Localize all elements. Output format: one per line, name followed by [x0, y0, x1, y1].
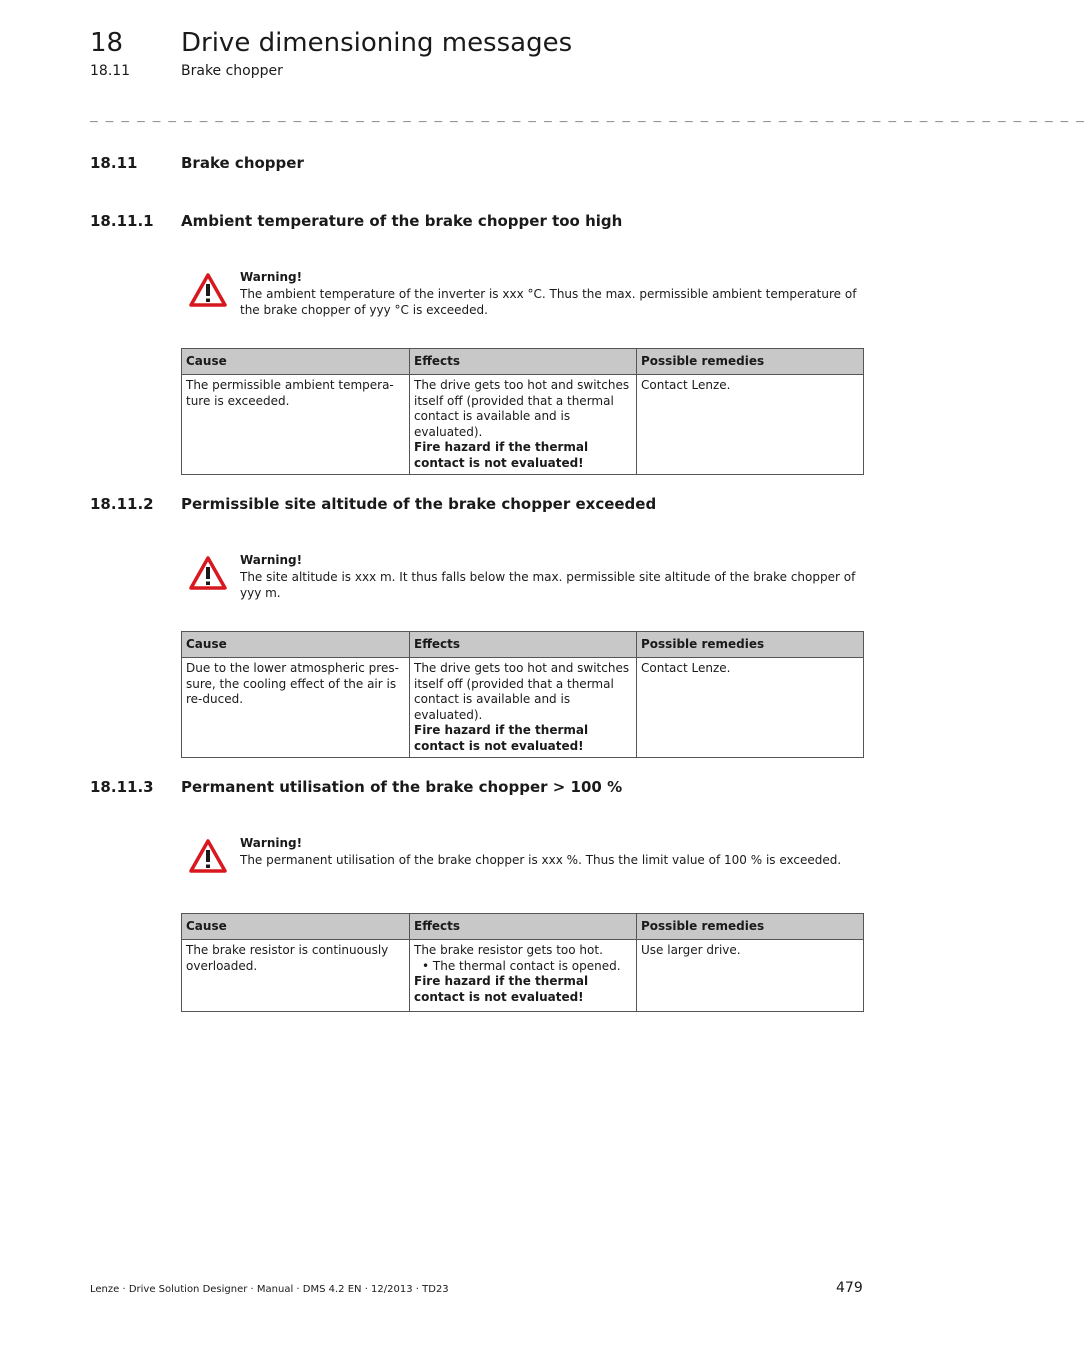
header-cause: Cause [182, 349, 410, 375]
warning-title: Warning! [240, 270, 303, 284]
header-remedies: Possible remedies [637, 914, 864, 940]
warning-text: The permanent utilisation of the brake chopper is xxx %. Thus the limit value of 100 % is exceeded. [240, 853, 842, 867]
effects-bullet: • The thermal contact is opened. [422, 958, 621, 973]
effects-hazard: Fire hazard if the thermal contact is not evaluated! [414, 440, 589, 470]
effects-text: The drive gets too hot and switches itself off (provided that a thermal contact is available and is evaluated). [414, 378, 630, 439]
subsection-number: 18.11.1 [90, 212, 154, 230]
header-effects: Effects [410, 914, 637, 940]
subsection-title: Ambient temperature of the brake chopper too high [181, 212, 623, 230]
header-cause: Cause [182, 914, 410, 940]
chapter-title: Drive dimensioning messages [181, 28, 573, 58]
table-header-row [182, 349, 864, 375]
chapter-number: 18 [90, 28, 124, 58]
warning-title: Warning! [240, 836, 303, 850]
warning-triangle-icon [188, 272, 228, 308]
effects-cell [410, 375, 637, 475]
remedy-cell: Contact Lenze. [637, 658, 864, 758]
table-row [182, 375, 864, 475]
warning-text: The site altitude is xxx m. It thus falls below the max. permissible site altitude of the brake chopper of yyy m. [240, 570, 856, 600]
table-header-row [182, 632, 864, 658]
cause-cell: The permissible ambient tempera-ture is exceeded. [182, 375, 410, 475]
cause-table-3 [181, 913, 864, 1012]
footer-text: Lenze · Drive Solution Designer · Manual · DMS 4.2 EN · 12/2013 · TD23 [90, 1284, 449, 1295]
subsection-title: Permanent utilisation of the brake chopper > 100 % [181, 778, 623, 796]
subsection-number: 18.11.3 [90, 778, 154, 796]
header-effects: Effects [410, 349, 637, 375]
page-number: 479 [836, 1280, 863, 1296]
section-title: Brake chopper [181, 154, 304, 172]
cause-table-2 [181, 631, 864, 758]
effects-text: The drive gets too hot and switches itself off (provided that a thermal contact is available and is evaluated). [414, 661, 630, 722]
effects-hazard: Fire hazard if the thermal contact is not evaluated! [414, 974, 589, 1004]
header-remedies: Possible remedies [637, 349, 864, 375]
warning-title: Warning! [240, 553, 303, 567]
warning-text: The ambient temperature of the inverter is xxx °C. Thus the max. permissible ambient temperature of the brake chopper of yyy °C is exceeded. [240, 287, 857, 317]
running-section-number: 18.11 [90, 63, 131, 79]
warning-triangle-icon [188, 838, 228, 874]
cause-cell: The brake resistor is continuously overloaded. [182, 940, 410, 1012]
running-section-title: Brake chopper [181, 63, 283, 79]
effects-cell [410, 940, 637, 1012]
remedy-cell: Use larger drive. [637, 940, 864, 1012]
header-effects: Effects [410, 632, 637, 658]
remedy-cell: Contact Lenze. [637, 375, 864, 475]
table-header-row [182, 914, 864, 940]
effects-cell [410, 658, 637, 758]
header-remedies: Possible remedies [637, 632, 864, 658]
subsection-title: Permissible site altitude of the brake chopper exceeded [181, 495, 657, 513]
subsection-number: 18.11.2 [90, 495, 154, 513]
table-row [182, 658, 864, 758]
cause-table-1 [181, 348, 864, 475]
warning-triangle-icon [188, 555, 228, 591]
header-rule: _ _ _ _ _ _ _ _ _ _ _ _ _ _ _ _ _ _ _ _ _ _ _ _ _ _ _ _ _ _ _ _ _ _ _ _ _ _ _ _ _ _ _ _ _ _ _ _ _ _ _ _ _ _ _ _ _ _ _ _ _ _ _ _ [90, 108, 1084, 123]
header-cause: Cause [182, 632, 410, 658]
cause-cell: Due to the lower atmospheric pres-sure, the cooling effect of the air is re-duced. [182, 658, 410, 758]
effects-text: The brake resistor gets too hot. [414, 943, 603, 957]
table-row [182, 940, 864, 1012]
section-number: 18.11 [90, 154, 138, 172]
effects-hazard: Fire hazard if the thermal contact is not evaluated! [414, 723, 589, 753]
